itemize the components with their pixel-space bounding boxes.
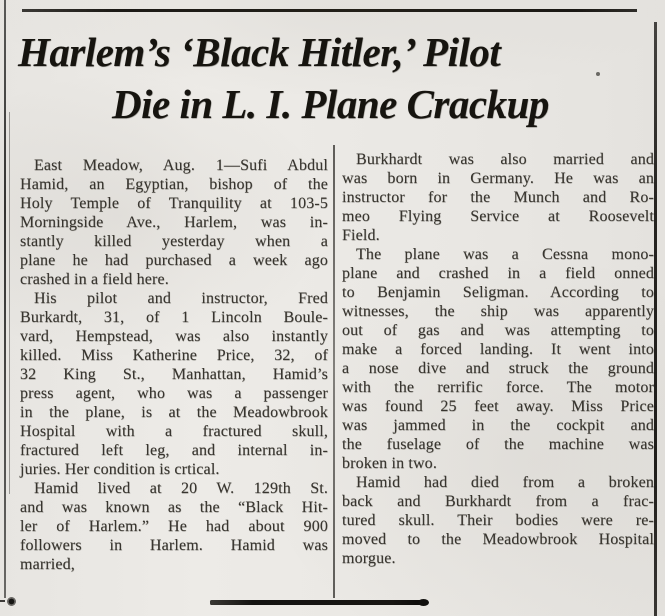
article-body	[20, 150, 654, 574]
article-paragraph	[342, 245, 654, 473]
left-inner-rule	[9, 112, 10, 494]
headline-top-rule	[22, 9, 637, 12]
article-line: Holy Temple of Tranquility at 103-5	[20, 195, 328, 212]
section-end-rule	[210, 600, 424, 605]
article-paragraph	[342, 150, 654, 245]
article-paragraph	[20, 156, 328, 289]
article-line: instructor for the Munch and Ro-	[342, 189, 654, 206]
article-column-left	[20, 150, 328, 574]
article-line: The plane was a Cessna mono-	[356, 246, 654, 263]
article-paragraph	[20, 479, 328, 574]
article-line: Hamid had died from a broken	[356, 474, 654, 491]
article-line: and was known as the “Black Hit-	[20, 499, 328, 516]
article-line: tured skull. Their bodies were re-	[342, 512, 654, 529]
article-line: killed. Miss Katherine Price, 32, of	[20, 347, 328, 364]
headline-line-1: Harlem’s ‘Black Hitler,’ Pilot	[18, 29, 501, 75]
article-line: with the rerrific force. The motor	[342, 379, 654, 396]
article-line: moved to the Meadowbrook Hospital	[342, 531, 654, 548]
article-line: crashed in a field here.	[20, 271, 169, 288]
article-line: His pilot and instructor, Fred	[34, 290, 328, 307]
article-line: followers in Harlem. Hamid was	[20, 537, 328, 554]
article-line: vard, Hempstead, was also instantly	[20, 328, 328, 345]
article-line: 32 King St., Manhattan, Hamid’s	[20, 366, 328, 383]
article-line: to Benjamin Seligman. According to	[342, 284, 654, 301]
article-line: ler of Harlem.” He had about 900	[20, 518, 328, 535]
article-line: witnesses, the ship was apparently	[342, 303, 654, 320]
article-line: was jammed in the cockpit and	[342, 417, 654, 434]
article-line: press agent, who was a passenger	[20, 385, 328, 402]
section-end-rule-blob	[418, 599, 429, 606]
article-line: back and Burkhardt from a frac-	[342, 493, 654, 510]
article-line: East Meadow, Aug. 1—Sufi Abdul	[34, 157, 328, 174]
margin-dot-mark	[7, 597, 16, 606]
article-line: was found 25 feet away. Miss Price	[342, 398, 654, 415]
article-line: Burkardt, 31, of 1 Lincoln Boule-	[20, 309, 328, 326]
article-line: out of gas and was attempting to	[342, 322, 654, 339]
article-line: a nose dive and struck the ground	[342, 360, 654, 377]
headline-line-2: Die in L. I. Plane Crackup	[112, 81, 549, 127]
article-line: married,	[20, 556, 75, 573]
article-line: Hamid lived at 20 W. 129th St.	[34, 480, 328, 497]
article-line: juries. Her condition is crtical.	[20, 461, 220, 478]
article-line: plane he had purchased a week ago	[20, 252, 328, 269]
article-line: meo Flying Service at Roosevelt	[342, 208, 654, 225]
article-line: Field.	[342, 227, 380, 244]
article-line: Burkhardt was also married and	[356, 151, 654, 168]
article-line: was born in Germany. He was an	[342, 170, 654, 187]
article-line: fractured left leg, and internal in-	[20, 442, 328, 459]
article-line: in the plane, is at the Meadowbrook	[20, 404, 328, 421]
article-line: morgue.	[342, 550, 396, 567]
ink-speck	[596, 72, 600, 76]
article-line: broken in two.	[342, 455, 437, 472]
article-headline	[0, 26, 665, 130]
article-line: Morningside Ave., Harlem, was in-	[20, 214, 328, 231]
article-column-right	[342, 150, 654, 568]
article-paragraph	[20, 289, 328, 479]
article-line: make a forced landing. It went into	[342, 341, 654, 358]
margin-dash-mark	[0, 600, 5, 602]
article-line: Hospital with a fractured skull,	[20, 423, 328, 440]
article-line: Hamid, an Egyptian, bishop of the	[20, 176, 328, 193]
article-line: the fuselage of the machine was	[342, 436, 654, 453]
article-line: stantly killed yesterday when a	[20, 233, 328, 250]
article-paragraph	[342, 473, 654, 568]
article-line: plane and crashed in a field onned	[342, 265, 654, 282]
